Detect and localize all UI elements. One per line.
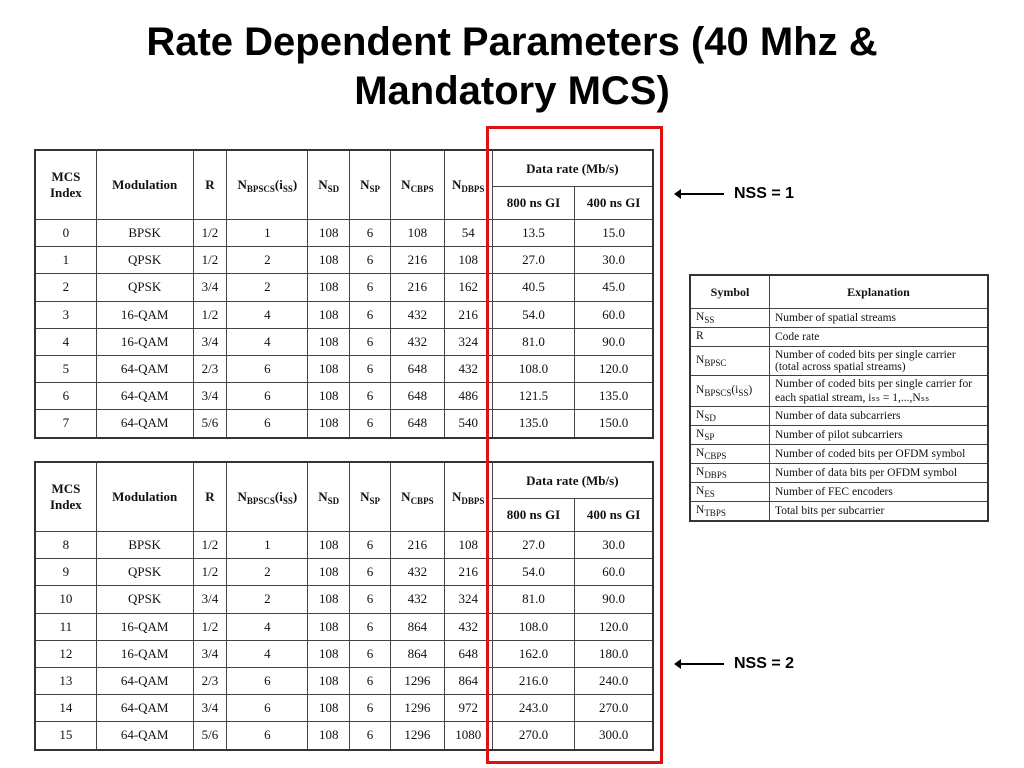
cell-nsd: 108 [308, 695, 350, 722]
cell-rate-800ns: 162.0 [492, 640, 575, 667]
cell-ndbps: 324 [444, 586, 492, 613]
cell-ncbps: 648 [390, 383, 444, 410]
cell-nsd: 108 [308, 383, 350, 410]
cell-rate-800ns: 81.0 [492, 586, 575, 613]
cell-r: 5/6 [193, 722, 227, 750]
cell-mcs-index: 6 [35, 383, 96, 410]
symbol-cell: $N_{TBPS}$ [690, 502, 770, 522]
cell-rate-400ns: 45.0 [575, 274, 653, 301]
cell-nbpscs: 6 [227, 722, 308, 750]
cell-rate-400ns: 30.0 [575, 247, 653, 274]
title-line-2: Mandatory MCS) [354, 69, 670, 113]
cell-modulation: 64-QAM [96, 695, 193, 722]
symbol-cell: R [690, 328, 770, 347]
header-data-rate: Data rate (Mb/s) [492, 150, 653, 187]
cell-r: 3/4 [193, 274, 227, 301]
page-title [0, 18, 1024, 116]
explanation-cell: Number of coded bits per single carrier for each spatial stream, iₛₛ = 1,...,Nₛₛ [770, 376, 989, 407]
symbol-cell: $N_{BPSC}$ [690, 347, 770, 376]
cell-ndbps: 108 [444, 247, 492, 274]
cell-nsp: 6 [350, 532, 391, 559]
cell-r: 1/2 [193, 532, 227, 559]
symbol-header: Symbol [690, 275, 770, 309]
cell-nsp: 6 [350, 410, 391, 438]
symbol-cell: $N_{CBPS}$ [690, 445, 770, 464]
cell-nbpscs: 6 [227, 410, 308, 438]
table-row [690, 347, 988, 376]
header-nbpscs: $N_{BPSCS}(i_{SS})$ [227, 462, 308, 532]
header-ncbps: $N_{CBPS}$ [390, 462, 444, 532]
cell-rate-800ns: 135.0 [492, 410, 575, 438]
cell-nsp: 6 [350, 640, 391, 667]
symbol-cell: $N_{SP}$ [690, 426, 770, 445]
cell-ncbps: 864 [390, 613, 444, 640]
cell-rate-800ns: 40.5 [492, 274, 575, 301]
symbol-cell: $N_{SD}$ [690, 407, 770, 426]
explanation-cell: Number of coded bits per OFDM symbol [770, 445, 989, 464]
table-row [690, 328, 988, 347]
cell-modulation: QPSK [96, 274, 193, 301]
cell-mcs-index: 7 [35, 410, 96, 438]
cell-rate-400ns: 135.0 [575, 383, 653, 410]
symbol-cell: $N_{DBPS}$ [690, 464, 770, 483]
cell-nsd: 108 [308, 410, 350, 438]
cell-nbpscs: 4 [227, 301, 308, 328]
cell-nsd: 108 [308, 667, 350, 694]
explanation-cell: Number of data subcarriers [770, 407, 989, 426]
cell-modulation: QPSK [96, 586, 193, 613]
cell-r: 1/2 [193, 613, 227, 640]
cell-mcs-index: 13 [35, 667, 96, 694]
cell-modulation: 16-QAM [96, 328, 193, 355]
cell-nsp: 6 [350, 667, 391, 694]
explanation-cell: Code rate [770, 328, 989, 347]
cell-mcs-index: 5 [35, 355, 96, 382]
explanation-cell: Total bits per subcarrier [770, 502, 989, 522]
cell-mcs-index: 11 [35, 613, 96, 640]
cell-rate-400ns: 15.0 [575, 220, 653, 247]
nss2-annotation [680, 655, 794, 673]
header-nsd: $N_{SD}$ [308, 150, 350, 220]
cell-ncbps: 432 [390, 559, 444, 586]
cell-nsd: 108 [308, 722, 350, 750]
header-800ns-gi: 800 ns GI [492, 499, 575, 532]
cell-ncbps: 216 [390, 532, 444, 559]
cell-modulation: 16-QAM [96, 301, 193, 328]
cell-mcs-index: 15 [35, 722, 96, 750]
cell-rate-400ns: 150.0 [575, 410, 653, 438]
cell-ncbps: 432 [390, 301, 444, 328]
cell-nsd: 108 [308, 301, 350, 328]
cell-mcs-index: 2 [35, 274, 96, 301]
cell-rate-400ns: 240.0 [575, 667, 653, 694]
cell-ncbps: 648 [390, 355, 444, 382]
explanation-cell: Number of FEC encoders [770, 483, 989, 502]
cell-rate-400ns: 180.0 [575, 640, 653, 667]
cell-rate-800ns: 54.0 [492, 559, 575, 586]
cell-mcs-index: 0 [35, 220, 96, 247]
cell-modulation: BPSK [96, 220, 193, 247]
cell-rate-800ns: 54.0 [492, 301, 575, 328]
header-400ns-gi: 400 ns GI [575, 499, 653, 532]
cell-ncbps: 216 [390, 274, 444, 301]
table-row [690, 309, 988, 328]
table-row [690, 483, 988, 502]
header-mcs-index: MCS Index [35, 150, 96, 220]
cell-ndbps: 108 [444, 532, 492, 559]
cell-nbpscs: 1 [227, 532, 308, 559]
cell-nbpscs: 4 [227, 640, 308, 667]
cell-modulation: 64-QAM [96, 667, 193, 694]
nss2-label: NSS = 2 [734, 655, 795, 672]
cell-nsp: 6 [350, 355, 391, 382]
cell-rate-400ns: 120.0 [575, 355, 653, 382]
cell-ndbps: 864 [444, 667, 492, 694]
cell-nbpscs: 6 [227, 383, 308, 410]
cell-nsd: 108 [308, 355, 350, 382]
cell-rate-400ns: 300.0 [575, 722, 653, 750]
cell-nsd: 108 [308, 640, 350, 667]
cell-rate-800ns: 121.5 [492, 383, 575, 410]
cell-rate-800ns: 108.0 [492, 613, 575, 640]
explanation-cell: Number of data bits per OFDM symbol [770, 464, 989, 483]
cell-ncbps: 216 [390, 247, 444, 274]
symbol-cell: $N_{SS}$ [690, 309, 770, 328]
nss1-annotation [680, 185, 794, 203]
cell-nsd: 108 [308, 613, 350, 640]
cell-rate-800ns: 270.0 [492, 722, 575, 750]
cell-mcs-index: 8 [35, 532, 96, 559]
cell-rate-400ns: 120.0 [575, 613, 653, 640]
cell-rate-800ns: 27.0 [492, 247, 575, 274]
explanation-header: Explanation [770, 275, 989, 309]
cell-ndbps: 1080 [444, 722, 492, 750]
cell-rate-800ns: 81.0 [492, 328, 575, 355]
symbol-cell: $N_{BPSCS}(i_{SS})$ [690, 376, 770, 407]
cell-r: 1/2 [193, 301, 227, 328]
cell-rate-800ns: 243.0 [492, 695, 575, 722]
cell-nsd: 108 [308, 328, 350, 355]
header-400ns-gi: 400 ns GI [575, 187, 653, 220]
cell-r: 3/4 [193, 328, 227, 355]
cell-ndbps: 432 [444, 355, 492, 382]
cell-r: 2/3 [193, 667, 227, 694]
header-nsp: $N_{SP}$ [350, 150, 391, 220]
cell-ndbps: 324 [444, 328, 492, 355]
cell-mcs-index: 3 [35, 301, 96, 328]
cell-ncbps: 648 [390, 410, 444, 438]
cell-r: 3/4 [193, 640, 227, 667]
header-mcs-index: MCS Index [35, 462, 96, 532]
cell-ncbps: 1296 [390, 695, 444, 722]
nss1-label: NSS = 1 [734, 185, 795, 202]
cell-nbpscs: 1 [227, 220, 308, 247]
table-row [690, 445, 988, 464]
cell-nsp: 6 [350, 328, 391, 355]
cell-nsp: 6 [350, 274, 391, 301]
cell-r: 1/2 [193, 220, 227, 247]
cell-nsp: 6 [350, 220, 391, 247]
explanation-cell: Number of spatial streams [770, 309, 989, 328]
cell-modulation: 64-QAM [96, 410, 193, 438]
cell-nsp: 6 [350, 247, 391, 274]
header-data-rate: Data rate (Mb/s) [492, 462, 653, 499]
cell-ncbps: 1296 [390, 667, 444, 694]
header-modulation: Modulation [96, 150, 193, 220]
left-arrow-icon [680, 663, 724, 665]
cell-nbpscs: 2 [227, 247, 308, 274]
cell-modulation: 64-QAM [96, 355, 193, 382]
cell-nbpscs: 2 [227, 559, 308, 586]
cell-nbpscs: 2 [227, 274, 308, 301]
cell-r: 3/4 [193, 383, 227, 410]
table-row [690, 426, 988, 445]
cell-rate-400ns: 90.0 [575, 328, 653, 355]
cell-nbpscs: 6 [227, 355, 308, 382]
cell-rate-800ns: 27.0 [492, 532, 575, 559]
cell-r: 1/2 [193, 247, 227, 274]
header-modulation: Modulation [96, 462, 193, 532]
cell-ndbps: 486 [444, 383, 492, 410]
header-ncbps: $N_{CBPS}$ [390, 150, 444, 220]
cell-nsp: 6 [350, 586, 391, 613]
cell-modulation: 16-QAM [96, 640, 193, 667]
cell-ncbps: 108 [390, 220, 444, 247]
cell-nbpscs: 6 [227, 667, 308, 694]
cell-nsd: 108 [308, 586, 350, 613]
cell-ncbps: 432 [390, 586, 444, 613]
header-nbpscs: $N_{BPSCS}(i_{SS})$ [227, 150, 308, 220]
table-row [690, 502, 988, 522]
left-arrow-icon [680, 193, 724, 195]
cell-nbpscs: 4 [227, 613, 308, 640]
cell-nbpscs: 4 [227, 328, 308, 355]
data-rate-highlight-box [486, 126, 663, 764]
cell-nsd: 108 [308, 274, 350, 301]
table-row [690, 407, 988, 426]
explanation-cell: Number of coded bits per single carrier (total across spatial streams) [770, 347, 989, 376]
table-row [690, 464, 988, 483]
cell-mcs-index: 1 [35, 247, 96, 274]
cell-nsd: 108 [308, 559, 350, 586]
symbol-cell: $N_{ES}$ [690, 483, 770, 502]
cell-ndbps: 648 [444, 640, 492, 667]
cell-nsd: 108 [308, 532, 350, 559]
cell-r: 2/3 [193, 355, 227, 382]
header-800ns-gi: 800 ns GI [492, 187, 575, 220]
cell-ndbps: 54 [444, 220, 492, 247]
cell-rate-800ns: 108.0 [492, 355, 575, 382]
explanation-cell: Number of pilot subcarriers [770, 426, 989, 445]
header-r: R [193, 462, 227, 532]
cell-modulation: QPSK [96, 559, 193, 586]
cell-nbpscs: 2 [227, 586, 308, 613]
cell-r: 3/4 [193, 586, 227, 613]
symbol-table-body [690, 309, 988, 522]
header-ndbps: $N_{DBPS}$ [444, 462, 492, 532]
cell-ndbps: 216 [444, 301, 492, 328]
cell-ndbps: 162 [444, 274, 492, 301]
header-r: R [193, 150, 227, 220]
cell-ndbps: 540 [444, 410, 492, 438]
cell-rate-400ns: 90.0 [575, 586, 653, 613]
header-nsp: $N_{SP}$ [350, 462, 391, 532]
cell-modulation: BPSK [96, 532, 193, 559]
cell-r: 5/6 [193, 410, 227, 438]
cell-nbpscs: 6 [227, 695, 308, 722]
cell-modulation: 64-QAM [96, 383, 193, 410]
cell-rate-400ns: 60.0 [575, 301, 653, 328]
cell-ncbps: 432 [390, 328, 444, 355]
cell-modulation: 64-QAM [96, 722, 193, 750]
table-row [690, 376, 988, 407]
title-line-1: Rate Dependent Parameters (40 Mhz & [146, 20, 878, 64]
cell-nsp: 6 [350, 383, 391, 410]
cell-mcs-index: 4 [35, 328, 96, 355]
cell-nsp: 6 [350, 301, 391, 328]
cell-nsd: 108 [308, 220, 350, 247]
cell-rate-400ns: 30.0 [575, 532, 653, 559]
cell-nsd: 108 [308, 247, 350, 274]
cell-mcs-index: 10 [35, 586, 96, 613]
cell-modulation: 16-QAM [96, 613, 193, 640]
cell-ncbps: 1296 [390, 722, 444, 750]
cell-ncbps: 864 [390, 640, 444, 667]
cell-mcs-index: 14 [35, 695, 96, 722]
cell-nsp: 6 [350, 559, 391, 586]
cell-ndbps: 432 [444, 613, 492, 640]
cell-mcs-index: 9 [35, 559, 96, 586]
cell-rate-400ns: 270.0 [575, 695, 653, 722]
header-ndbps: $N_{DBPS}$ [444, 150, 492, 220]
cell-rate-400ns: 60.0 [575, 559, 653, 586]
cell-ndbps: 972 [444, 695, 492, 722]
cell-rate-800ns: 216.0 [492, 667, 575, 694]
cell-nsp: 6 [350, 613, 391, 640]
header-nsd: $N_{SD}$ [308, 462, 350, 532]
cell-modulation: QPSK [96, 247, 193, 274]
symbol-table [689, 274, 989, 522]
cell-rate-800ns: 13.5 [492, 220, 575, 247]
cell-mcs-index: 12 [35, 640, 96, 667]
cell-nsp: 6 [350, 695, 391, 722]
cell-r: 1/2 [193, 559, 227, 586]
cell-nsp: 6 [350, 722, 391, 750]
cell-ndbps: 216 [444, 559, 492, 586]
cell-r: 3/4 [193, 695, 227, 722]
